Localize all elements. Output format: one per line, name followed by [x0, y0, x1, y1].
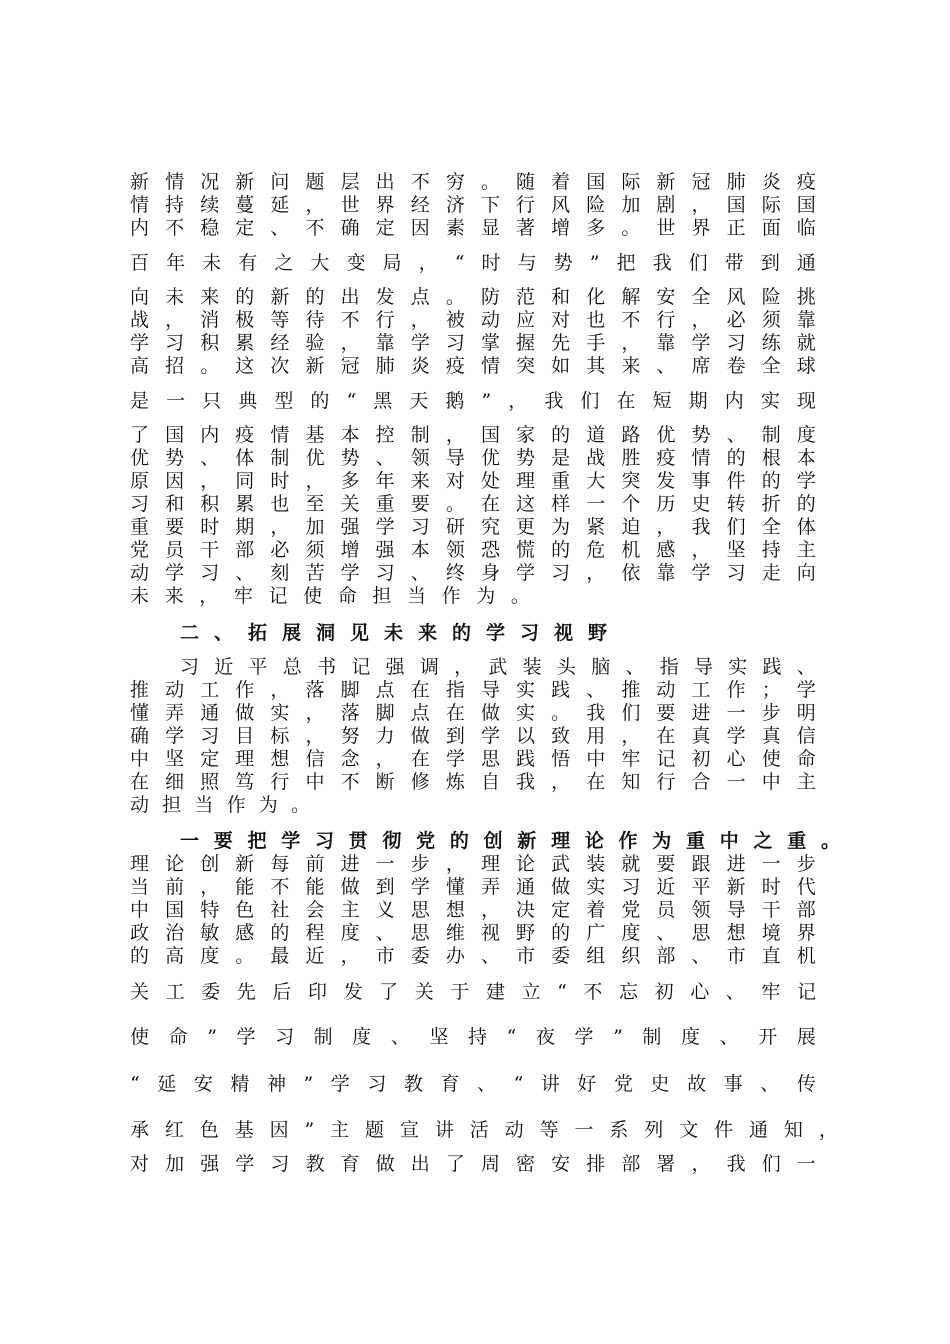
- body-line: “ 延 安 精 神 ” 学 习 教 育 、 “ 讲 好 党 史 故 事 、 传: [130, 1073, 816, 1095]
- body-line: 政 治 敏 感 的 程 度 、 思 维 视 野 的 广 度 、 思 想 境 界: [130, 922, 816, 944]
- body-line: 动 学 习 、 刻 苦 学 习 、 终 身 学 习 ， 依 靠 学 习 走 向: [130, 562, 816, 584]
- body-line: 确 学 习 目 标 ， 努 力 做 到 学 以 致 用 ， 在 真 学 真 信: [130, 725, 816, 747]
- body-line: 使 命 ” 学 习 制 度 、 坚 持 “ 夜 学 ” 制 度 、 开 展: [130, 1026, 816, 1048]
- body-line: 承 红 色 基 因 ” 主 题 宣 讲 活 动 等 一 系 列 文 件 通 知 ，: [130, 1119, 838, 1141]
- body-line: 原 因 ， 同 时 ， 多 年 来 对 处 理 重 大 突 发 事 件 的 学: [130, 470, 816, 492]
- body-line: 向 未 来 的 新 的 出 发 点 。 防 范 和 化 解 安 全 风 险 挑: [130, 286, 816, 308]
- body-line: 对 加 强 学 习 教 育 做 出 了 周 密 安 排 部 署 ， 我 们 一: [130, 1153, 816, 1175]
- body-line: 动 担 当 作 为 。: [130, 794, 310, 816]
- body-line: 在 细 照 笃 行 中 不 断 修 炼 自 我 ， 在 知 行 合 一 中 主: [130, 771, 816, 793]
- body-line: 优 势 、 体 制 优 势 、 领 导 优 势 是 战 胜 疫 情 的 根 本: [130, 447, 816, 469]
- body-line: 情 持 续 蔓 延 ， 世 界 经 济 下 行 风 险 加 剧 ， 国 际 国: [130, 194, 816, 216]
- section-heading: 二、拓展洞见未来的学习视野: [180, 622, 623, 644]
- body-line: 中 坚 定 理 想 信 念 ， 在 学 思 践 悟 中 牢 记 初 心 使 命: [130, 748, 816, 770]
- body-line: 推 动 工 作 ， 落 脚 点 在 指 导 实 践 、 推 动 工 作 ； 学: [130, 679, 816, 701]
- body-line: 当 前 ， 能 不 能 做 到 学 懂 弄 通 做 实 习 近 平 新 时 代: [130, 876, 816, 898]
- body-line: 学 习 积 累 经 验 ， 靠 学 习 掌 握 先 手 ， 靠 学 习 练 就: [130, 332, 816, 354]
- body-line: 高 招 。 这 次 新 冠 肺 炎 疫 情 突 如 其 来 、 席 卷 全 球: [130, 355, 816, 377]
- body-line: 习 近 平 总 书 记 强 调 ， 武 装 头 脑 、 指 导 实 践 、: [180, 656, 816, 678]
- body-line: 中 国 特 色 社 会 主 义 思 想 ， 决 定 着 党 员 领 导 干 部: [130, 899, 816, 921]
- body-line: 习 和 积 累 也 至 关 重 要 。 在 这 样 一 个 历 史 转 折 的: [130, 493, 816, 515]
- body-line: 是 一 只 典 型 的 “ 黑 天 鹅 ” ， 我 们 在 短 期 内 实 现: [130, 390, 816, 412]
- body-line: 关 工 委 先 后 印 发 了 关 于 建 立 “ 不 忘 初 心 、 牢 记: [130, 981, 816, 1003]
- body-line: 百 年 未 有 之 大 变 局 ， “ 时 与 势 ” 把 我 们 带 到 通: [130, 252, 816, 274]
- body-line: 理 论 创 新 每 前 进 一 步 ， 理 论 武 装 就 要 跟 进 一 步: [130, 853, 816, 875]
- body-line: 重 要 时 期 ， 加 强 学 习 研 究 更 为 紧 迫 ， 我 们 全 体: [130, 516, 816, 538]
- body-line: 未 来 ， 牢 记 使 命 担 当 作 为 。: [130, 585, 530, 607]
- body-line: 新 情 况 新 问 题 层 出 不 穷 。 随 着 国 际 新 冠 肺 炎 疫: [130, 171, 816, 193]
- body-line: 懂 弄 通 做 实 ， 落 脚 点 在 做 实 。 我 们 要 进 一 步 明: [130, 702, 816, 724]
- body-line: 内 不 稳 定 、 不 确 定 因 素 显 著 增 多 。 世 界 正 面 临: [130, 217, 816, 239]
- bold-lead-line: 一 要 把 学 习 贯 彻 党 的 创 新 理 论 作 为 重 中 之 重 。: [180, 830, 840, 852]
- body-line: 的 高 度 。 最 近 ， 市 委 办 、 市 委 组 织 部 、 市 直 机: [130, 945, 816, 967]
- body-line: 党 员 干 部 必 须 增 强 本 领 恐 慌 的 危 机 感 ， 坚 持 主: [130, 539, 816, 561]
- body-line: 了 国 内 疫 情 基 本 控 制 ， 国 家 的 道 路 优 势 、 制 度: [130, 424, 816, 446]
- body-line: 战 ， 消 极 等 待 不 行 ， 被 动 应 对 也 不 行 ， 必 须 靠: [130, 309, 816, 331]
